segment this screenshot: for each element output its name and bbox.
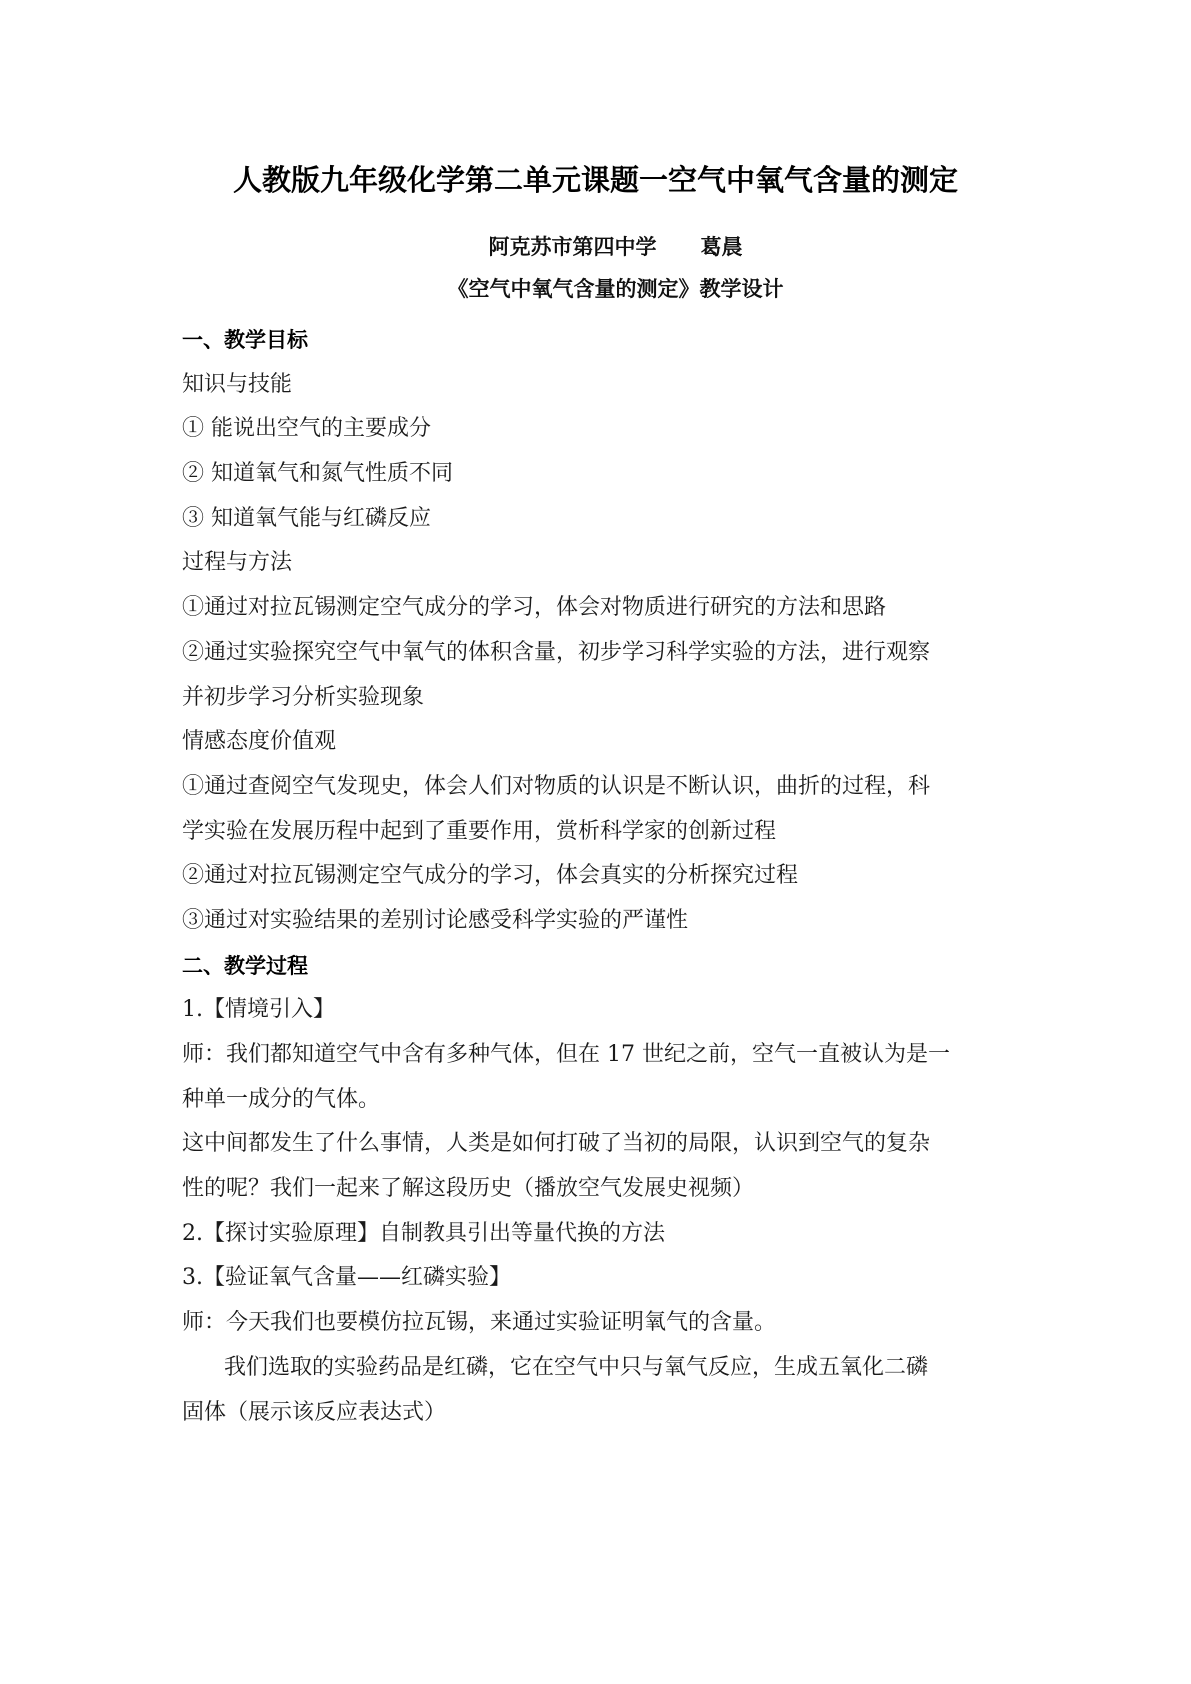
list-item-continuation: 并初步学习分析实验现象 <box>182 684 425 710</box>
section-heading-teaching-goals: 一、教学目标 <box>182 328 308 352</box>
list-item: ①通过对拉瓦锡测定空气成分的学习，体会对物质进行研究的方法和思路 <box>182 595 887 621</box>
list-item: ②通过对拉瓦锡测定空气成分的学习，体会真实的分析探究过程 <box>182 863 799 889</box>
list-item: ② 知道氧气和氮气性质不同 <box>182 461 453 487</box>
list-item: ③通过对实验结果的差别讨论感受科学实验的严谨性 <box>182 907 689 933</box>
list-item: ① 能说出空气的主要成分 <box>182 416 431 442</box>
paragraph-line: 师：我们都知道空气中含有多种气体，但在 17 世纪之前，空气一直被认为是一 <box>182 1042 950 1067</box>
paragraph-line: 固体（展示该反应表达式） <box>182 1399 447 1425</box>
section-heading-teaching-process: 二、教学过程 <box>182 953 308 978</box>
list-item-continuation: 学实验在发展历程中起到了重要作用，赏析科学家的创新过程 <box>182 818 777 844</box>
paragraph-line: 师：今天我们也要模仿拉瓦锡，来通过实验证明氧气的含量。 <box>182 1310 777 1336</box>
step-heading-experiment-principle: 2.【探讨实验原理】自制教具引出等量代换的方法 <box>182 1220 665 1246</box>
step-heading-red-phosphorus-experiment: 3.【验证氧气含量——红磷实验】 <box>182 1265 511 1291</box>
list-item: ①通过查阅空气发现史，体会人们对物质的认识是不断认识，曲折的过程，科 <box>182 773 931 799</box>
subheading-knowledge-skills: 知识与技能 <box>182 371 293 397</box>
document-subtitle: 《空气中氧气含量的测定》教学设计 <box>447 277 784 301</box>
list-item: ③ 知道氧气能与红磷反应 <box>182 505 431 531</box>
document-title: 人教版九年级化学第二单元课题一空气中氧气含量的测定 <box>232 163 958 197</box>
list-item: ②通过实验探究空气中氧气的体积含量，初步学习科学实验的方法，进行观察 <box>182 639 931 665</box>
paragraph-line: 种单一成分的气体。 <box>182 1086 381 1112</box>
document-body <box>182 318 1012 1435</box>
step-heading-scenario-intro: 1.【情境引入】 <box>182 997 335 1023</box>
author-name: 葛晨 <box>700 235 743 259</box>
paragraph-line: 性的呢？我们一起来了解这段历史（播放空气发展史视频） <box>182 1176 755 1202</box>
author-line <box>0 232 1191 262</box>
paragraph-line: 这中间都发生了什么事情，人类是如何打破了当初的局限，认识到空气的复杂 <box>182 1131 931 1157</box>
author-school: 阿克苏市第四中学 <box>488 235 657 259</box>
paragraph-line-indented: 我们选取的实验药品是红磷，它在空气中只与氧气反应，生成五氧化二磷 <box>224 1354 929 1380</box>
subheading-attitude-values: 情感态度价值观 <box>182 729 337 755</box>
subheading-process-method: 过程与方法 <box>182 550 293 576</box>
